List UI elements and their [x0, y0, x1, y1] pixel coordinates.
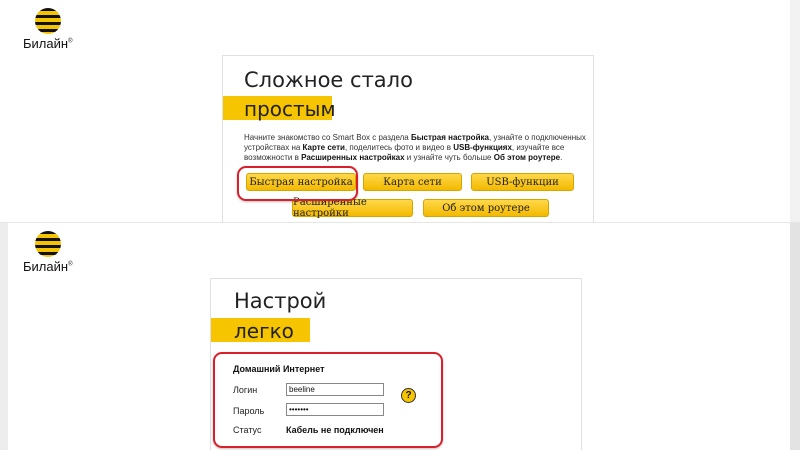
scrollbar-strip: [790, 223, 800, 450]
scrollbar-strip: [790, 0, 800, 222]
page-title: Настрой: [234, 289, 327, 313]
top-screenshot: [0, 0, 800, 222]
beeline-logo[interactable]: [23, 231, 72, 274]
status-label: Статус: [233, 425, 262, 435]
section-title: Домашний Интернет: [233, 364, 325, 374]
bottom-screenshot: [0, 222, 800, 450]
password-input[interactable]: •••••••: [286, 403, 384, 416]
login-label: Логин: [233, 385, 258, 395]
logo-text: Билайн®: [23, 259, 73, 274]
beeline-ball-icon: [35, 8, 61, 34]
beeline-ball-icon: [35, 231, 61, 257]
page-subtitle: простым: [244, 97, 336, 121]
highlight-ring: [237, 166, 358, 201]
window-edge: [0, 223, 8, 450]
page-subtitle: легко: [234, 319, 294, 343]
usb-functions-button[interactable]: USB-функции: [471, 173, 574, 191]
status-value: Кабель не подключен: [286, 425, 384, 435]
network-map-button[interactable]: Карта сети: [363, 173, 462, 191]
page-title: Сложное стало: [244, 68, 413, 92]
advanced-settings-button[interactable]: Расширенные настройки: [292, 199, 413, 217]
quick-setup-button[interactable]: Быстрая настройка: [246, 173, 356, 191]
help-icon[interactable]: ?: [401, 388, 416, 403]
title-highlight: [211, 318, 310, 342]
password-label: Пароль: [233, 406, 265, 416]
title-highlight: [223, 96, 336, 121]
intro-text: Начните знакомство со Smart Box с раздела Быстрая настройка, узнайте о подключенных устройствах на Карте сети, поделитесь фото и видео в USB-функциях, изучайте все возможности в Расширенных настройках и узнайте чуть больше Об этом роутере.: [244, 133, 586, 162]
about-router-button[interactable]: Об этом роутере: [423, 199, 549, 217]
logo-text: Билайн®: [23, 36, 73, 51]
login-input[interactable]: [286, 383, 384, 396]
beeline-logo[interactable]: [23, 8, 72, 51]
